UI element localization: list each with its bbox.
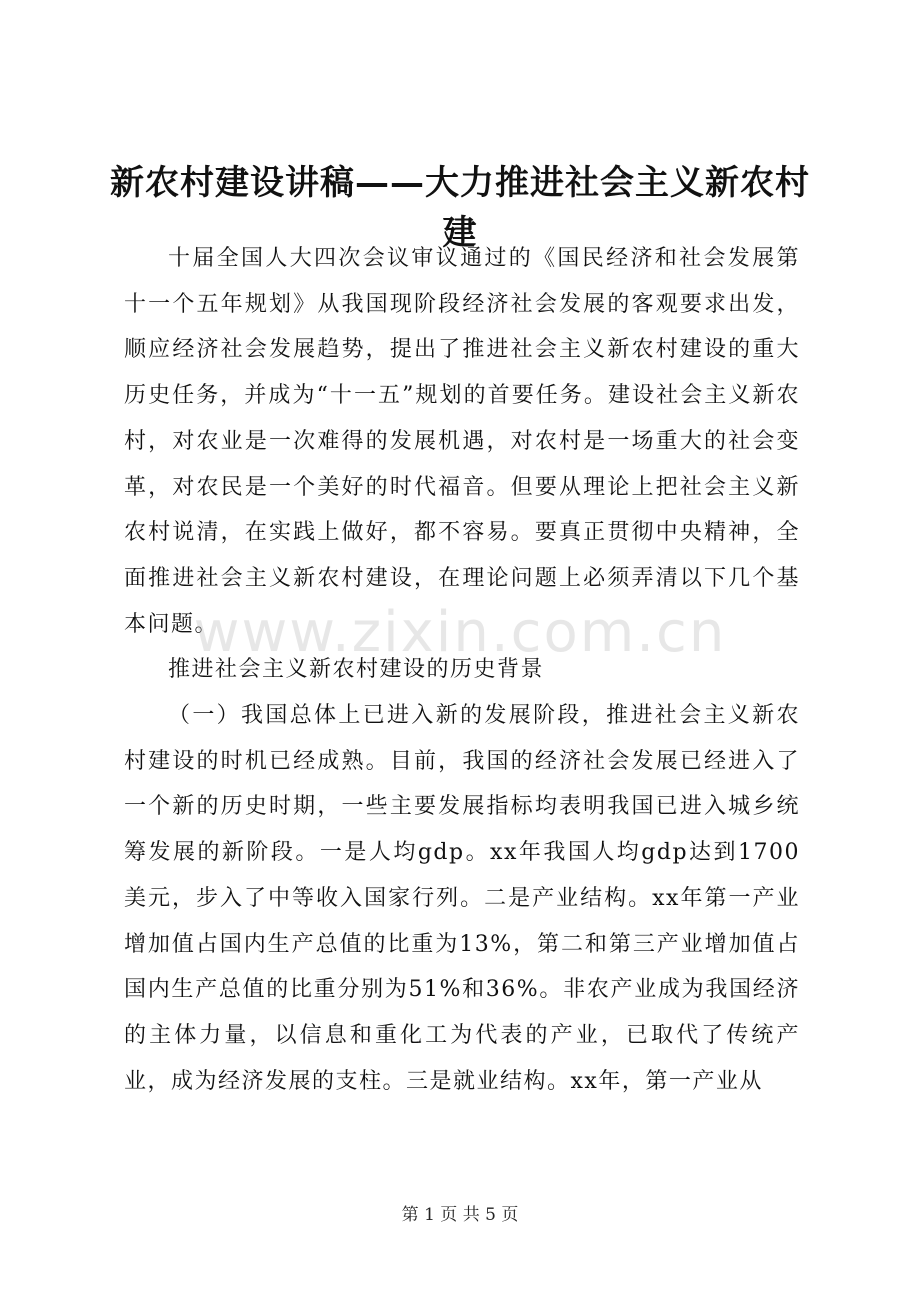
document-title: 新农村建设讲稿——大力推进社会主义新农村建 — [110, 163, 810, 253]
section-heading: 推进社会主义新农村建设的历史背景 — [168, 657, 545, 683]
page-footer: 第 1 页 共 5 页 — [401, 1205, 519, 1225]
paragraph-intro: 十届全国人大四次会议审议通过的《国民经济和社会发展第十一个五年规划》从我国现阶段经济社会发展的客观要求出发，顺应经济社会发展趋势，提出了推进社会主义新农村建设的重大历史任务，并成为“十一五”规划的首要任务。建设社会主义新农村，对农业是一次难得的发展机遇，对农村是一场重大的社会变革，对农民是一个美好的时代福音。但要从理论上把社会主义新农村说清，在实践上做好，都不容易。要真正贯彻中央精神，全面推进社会主义新农村建设，在理论问题上必须弄清以下几个基本问题。 — [124, 246, 800, 637]
paragraph-stage: （一）我国总体上已进入新的发展阶段，推进社会主义新农村建设的时机已经成熟。目前，我国的经济社会发展已经进入了一个新的历史时期，一些主要发展指标均表明我国已进入城乡统筹发展的新阶段。一是人均gdp。xx年我国人均gdp达到1700美元，步入了中等收入国家行列。二是产业结构。xx年第一产业增加值占国内生产总值的比重为13%，第二和第三产业增加值占国内生产总值的比重分别为51%和36%。非农产业成为我国经济的主体力量，以信息和重化工为代表的产业，已取代了传统产业，成为经济发展的支柱。三是就业结构。xx年，第一产业从 — [124, 703, 800, 1094]
document-body — [124, 236, 800, 1104]
watermark: www.zixin.com.cn — [193, 600, 727, 665]
